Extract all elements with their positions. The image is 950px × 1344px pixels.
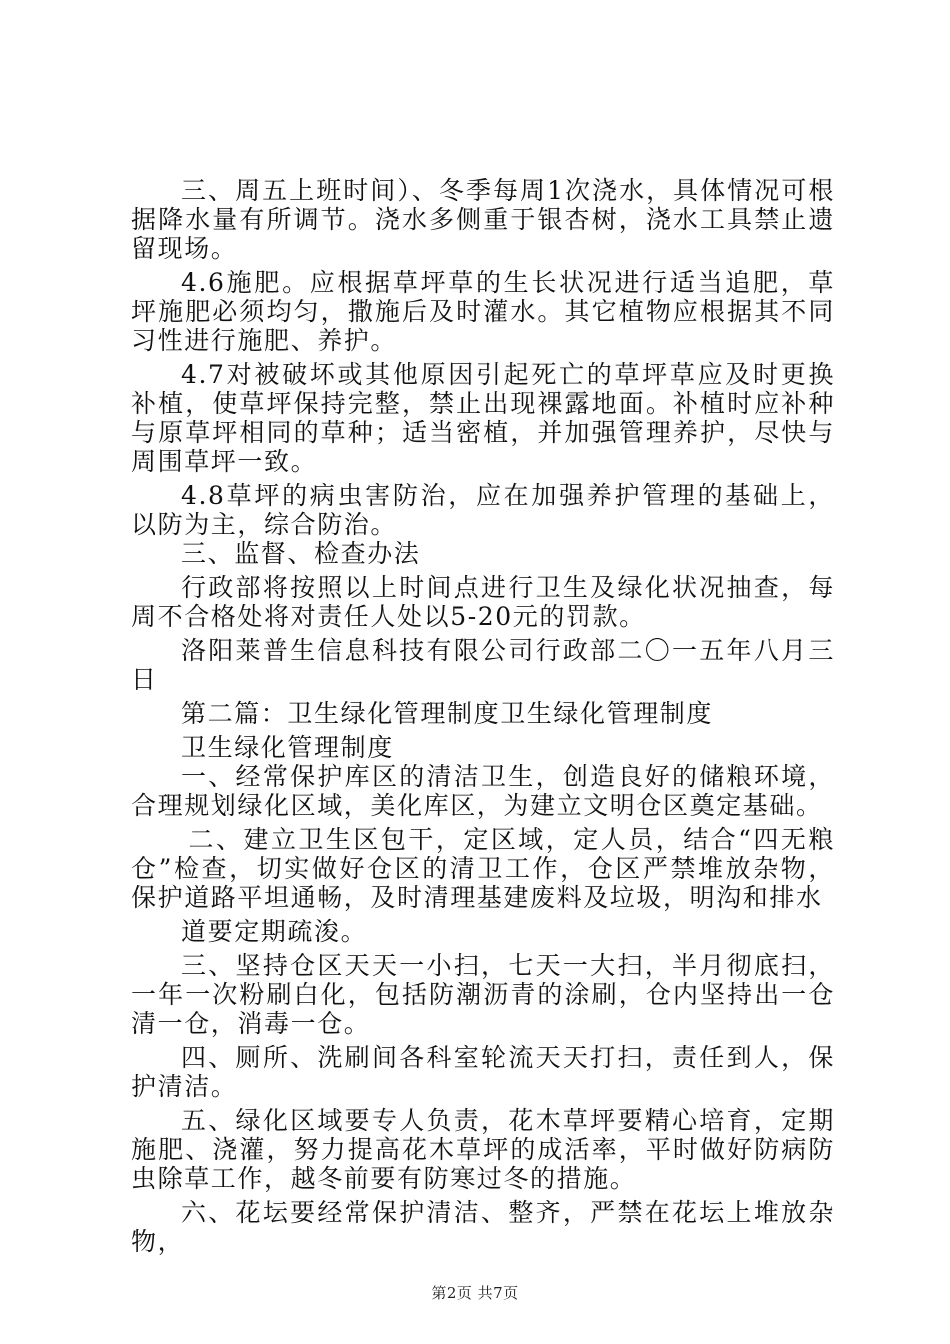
paragraph-fertilizing: 4.6施肥。应根据草坪草的生长状况进行适当追肥，草坪施肥必须均匀，撒施后及时灌水。其它植物应根据其不同习性进行施肥、养护。 xyxy=(131,268,835,355)
paragraph-item-5: 五、绿化区域要专人负责，花木草坪要精心培育，定期施肥、浇灌，努力提高花木草坪的成活率，平时做好防病防虫除草工作，越冬前要有防寒过冬的措施。 xyxy=(131,1106,835,1193)
paragraph-pest-control: 4.8草坪的病虫害防治，应在加强养护管理的基础上，以防为主，综合防治。 xyxy=(131,481,835,539)
chapter-title: 第二篇：卫生绿化管理制度卫生绿化管理制度 xyxy=(181,699,714,728)
paragraph-item-2-continued: 道要定期疏浚。 xyxy=(181,917,368,946)
paragraph-item-6: 六、花坛要经常保护清洁、整齐，严禁在花坛上堆放杂物， xyxy=(131,1198,835,1256)
document-title: 卫生绿化管理制度 xyxy=(181,733,394,762)
section-heading-supervision: 三、监督、检查办法 xyxy=(181,539,421,568)
paragraph-watering: 三、周五上班时间）、冬季每周1次浇水，具体情况可根据降水量有所调节。浇水多侧重于银杏树，浇水工具禁止遗留现场。 xyxy=(131,176,835,263)
signature-line: 洛阳莱普生信息科技有限公司行政部二〇一五年八月三日 xyxy=(131,636,835,694)
paragraph-item-3: 三、坚持仓区天天一小扫，七天一大扫，半月彻底扫，一年一次粉刷白化，包括防潮沥青的涂刷，仓内坚持出一仓清一仓，消毒一仓。 xyxy=(131,951,835,1038)
paragraph-item-2: 二、建立卫生区包干，定区域，定人员，结合“四无粮仓”检查，切实做好仓区的清卫工作，仓区严禁堆放杂物，保护道路平坦通畅，及时清理基建废料及垃圾，明沟和排水 xyxy=(131,825,835,912)
paragraph-item-4: 四、厕所、洗刷间各科室轮流天天打扫，责任到人，保护清洁。 xyxy=(131,1043,835,1101)
paragraph-item-1: 一、经常保护库区的清洁卫生，创造良好的储粮环境，合理规划绿化区域，美化库区，为建立文明仓区奠定基础。 xyxy=(131,762,835,820)
paragraph-inspection: 行政部将按照以上时间点进行卫生及绿化状况抽查，每周不合格处将对责任人处以5-20元的罚款。 xyxy=(131,573,835,631)
paragraph-replanting: 4.7对被破坏或其他原因引起死亡的草坪草应及时更换补植，使草坪保持完整，禁止出现裸露地面。补植时应补种与原草坪相同的草种；适当密植，并加强管理养护，尽快与周围草坪一致。 xyxy=(131,360,835,476)
page-footer: 第2页 共7页 xyxy=(431,1284,519,1302)
document-body xyxy=(131,176,835,1256)
